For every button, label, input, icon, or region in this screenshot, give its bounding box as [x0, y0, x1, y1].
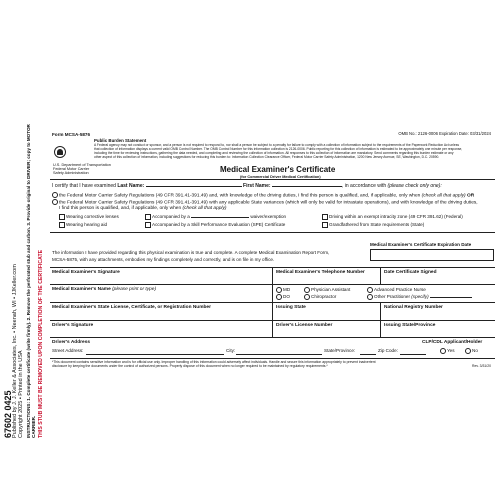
issuing-state-label: Issuing State — [276, 305, 306, 310]
option-state[interactable]: the Federal Motor Carrier Safety Regulations (49 CFR 391.41-391.49) with any applicable State variances (which will only be valid for intrastate operations), and with knowledge of the driving duties, — [52, 199, 478, 206]
check-waiver[interactable]: Accompanied by a waiver/exemption — [145, 214, 286, 220]
agency-line-3: Safety Administration — [53, 171, 89, 175]
city-field[interactable] — [236, 354, 322, 355]
agency-line-1: U.S. Department of Transportation — [53, 163, 111, 167]
stub-warning: THIS STUB MUST BE REMOVED UPON COMPLETION OF THE CERTIFICATE — [38, 249, 44, 438]
option-state-cont: I find this person is qualified, and, if applicable, only when (check all that apply) — [59, 206, 227, 211]
statement-line-1: The information I have provided regarding this physical examination is true and complete. A complete Medical Examination Report Form, — [52, 250, 330, 255]
md-option[interactable]: MD — [276, 287, 290, 293]
state-province-label: State/Province: — [324, 348, 356, 353]
me-phone-label: Medical Examiner's Telephone Number — [276, 270, 365, 275]
expiration-date-field[interactable] — [370, 249, 494, 261]
check-spe[interactable]: Accompanied by a Skill Performance Evaluation (SPE) Certificate — [145, 222, 285, 228]
option-federal[interactable]: the Federal Motor Carrier Safety Regulations (49 CFR 391.41-391.49) and, with knowledge of the driving duties, I find this person is qualified, and, if applicable, only when (check all that apply) OR — [52, 192, 474, 199]
clp-yes-option[interactable]: Yes — [440, 348, 455, 354]
agency-line-2: Federal Motor Carrier — [53, 167, 90, 171]
federal-radio[interactable] — [52, 192, 58, 198]
date-signed-label: Date Certificate Signed — [384, 270, 437, 275]
license-label: Medical Examiner's State License, Certificate, or Registration Number — [52, 305, 211, 310]
zip-label: Zip Code: — [378, 348, 398, 353]
other-practitioner-option[interactable]: Other Practitioner (specify) — [367, 294, 472, 300]
form-subtitle: (for Commercial Driver Medical Certification) — [240, 175, 321, 179]
burden-text-1: A Federal agency may not conduct or sponsor, and a person is not required to respond to, nor shall a person be subject to a penalty for failure to comply with a collection of information subject to the requirements of the Paperwork Reduction Act unless — [94, 143, 460, 147]
driver-address-label: Driver's Address — [52, 340, 91, 345]
me-signature-label: Medical Examiner's Signature — [52, 270, 120, 275]
check-hearing-aid[interactable]: Wearing hearing aid — [59, 222, 107, 228]
revision-date: Rev. 3/31/20 — [472, 364, 491, 368]
driver-signature-label: Driver's Signature — [52, 323, 94, 328]
form-number: 67602 0425 — [3, 390, 13, 438]
clp-label: CLP/CDL Applicant/Holder — [422, 340, 483, 345]
clp-no-option[interactable]: No — [465, 348, 478, 354]
state-radio[interactable] — [52, 199, 58, 205]
burden-text-3: including the time for reviewing instructions, gathering the data needed, and completing and reviewing the collection of information. All responses to this collection of information are mandatory. Send comments regarding this burden estimate or any — [94, 151, 454, 155]
stub-instructions: INSTRUCTIONS: 1. Complete certificate (write firmly). 2. Remove the perforated stub and carbon. 3. Provide original to DRIVER; copy to MOTOR CARRIER. — [26, 124, 37, 438]
copyright-line: Copyright 2025 • Printed in the USA — [18, 350, 24, 438]
burden-title: Public Burden Statement — [94, 138, 147, 143]
street-label: Street Address: — [52, 348, 84, 353]
check-corrective-lenses[interactable]: Wearing corrective lenses — [59, 214, 119, 220]
chiropractor-option[interactable]: Chiropractor — [304, 294, 336, 300]
statement-line-2: MCSA-5875, with any attachments, embodies my findings completely and correctly, and is on file in my office. — [52, 257, 275, 262]
city-label: City: — [226, 348, 236, 353]
zip-field[interactable] — [400, 354, 426, 355]
pa-option[interactable]: Physician Assistant — [304, 287, 350, 293]
expiration-date-label: Medical Examiner's Certificate Expiration Date — [370, 242, 472, 247]
form-title: Medical Examiner's Certificate — [220, 165, 336, 174]
notice-line-1: *This document contains sensitive information and is for official use only. Improper handling of this information could adversely affect individuals. Handle and secure this information appropriately to prevent inadvertent — [52, 360, 376, 364]
issuing-sp-label: Issuing State/Province — [384, 323, 436, 328]
stub-strip — [0, 120, 46, 440]
cert-line-1: I certify that I have examined Last Name: First Name: , in accordance with (please check only one): — [52, 183, 442, 189]
dot-logo-icon — [54, 146, 66, 158]
burden-text-4: other aspect of this collection of information, including suggestions for reducing this burden to: Information Collection Clearance Officer, Federal Motor Carrier Safety Administration, 1200 New Jersey Avenue, SE, Washington, D.C. 20590. — [94, 155, 440, 159]
form-id: Form MCSA-5876 — [52, 132, 91, 137]
do-option[interactable]: DO — [276, 294, 290, 300]
certificate-form — [50, 132, 495, 452]
state-field[interactable] — [360, 354, 376, 355]
apn-option[interactable]: Advanced Practice Nurse — [367, 287, 426, 293]
burden-text-2: that collection of information displays a current valid OMB Control Number. The OMB Control Number for this information collection is 2126-0006. Public reporting for this collection of information is estimated to be approximately one minute per response, — [94, 147, 463, 151]
check-grandfathered[interactable]: Grandfathered from State requirements (State) — [322, 222, 424, 228]
me-name-label: Medical Examiner's Name (please print or type) — [52, 287, 157, 292]
check-intracity[interactable]: Driving within an exempt intracity zone (49 CFR 391.62) (Federal) — [322, 214, 463, 220]
omb-number: OMB No.: 2126-0006 Expiration Date: 03/31/2024 — [398, 131, 491, 136]
registry-label: National Registry Number — [384, 305, 443, 310]
street-field[interactable] — [86, 354, 224, 355]
publisher-line: Published by J. J. Keller & Associates, Inc. • Neenah, WI • JJKeller.com — [12, 264, 18, 438]
notice-line-2: disclosure by keeping the documents under the control of authorized persons. Properly dispose of this document when no longer required to be maintained by regulatory requirements.* — [52, 364, 328, 368]
driver-license-label: Driver's License Number — [276, 323, 333, 328]
